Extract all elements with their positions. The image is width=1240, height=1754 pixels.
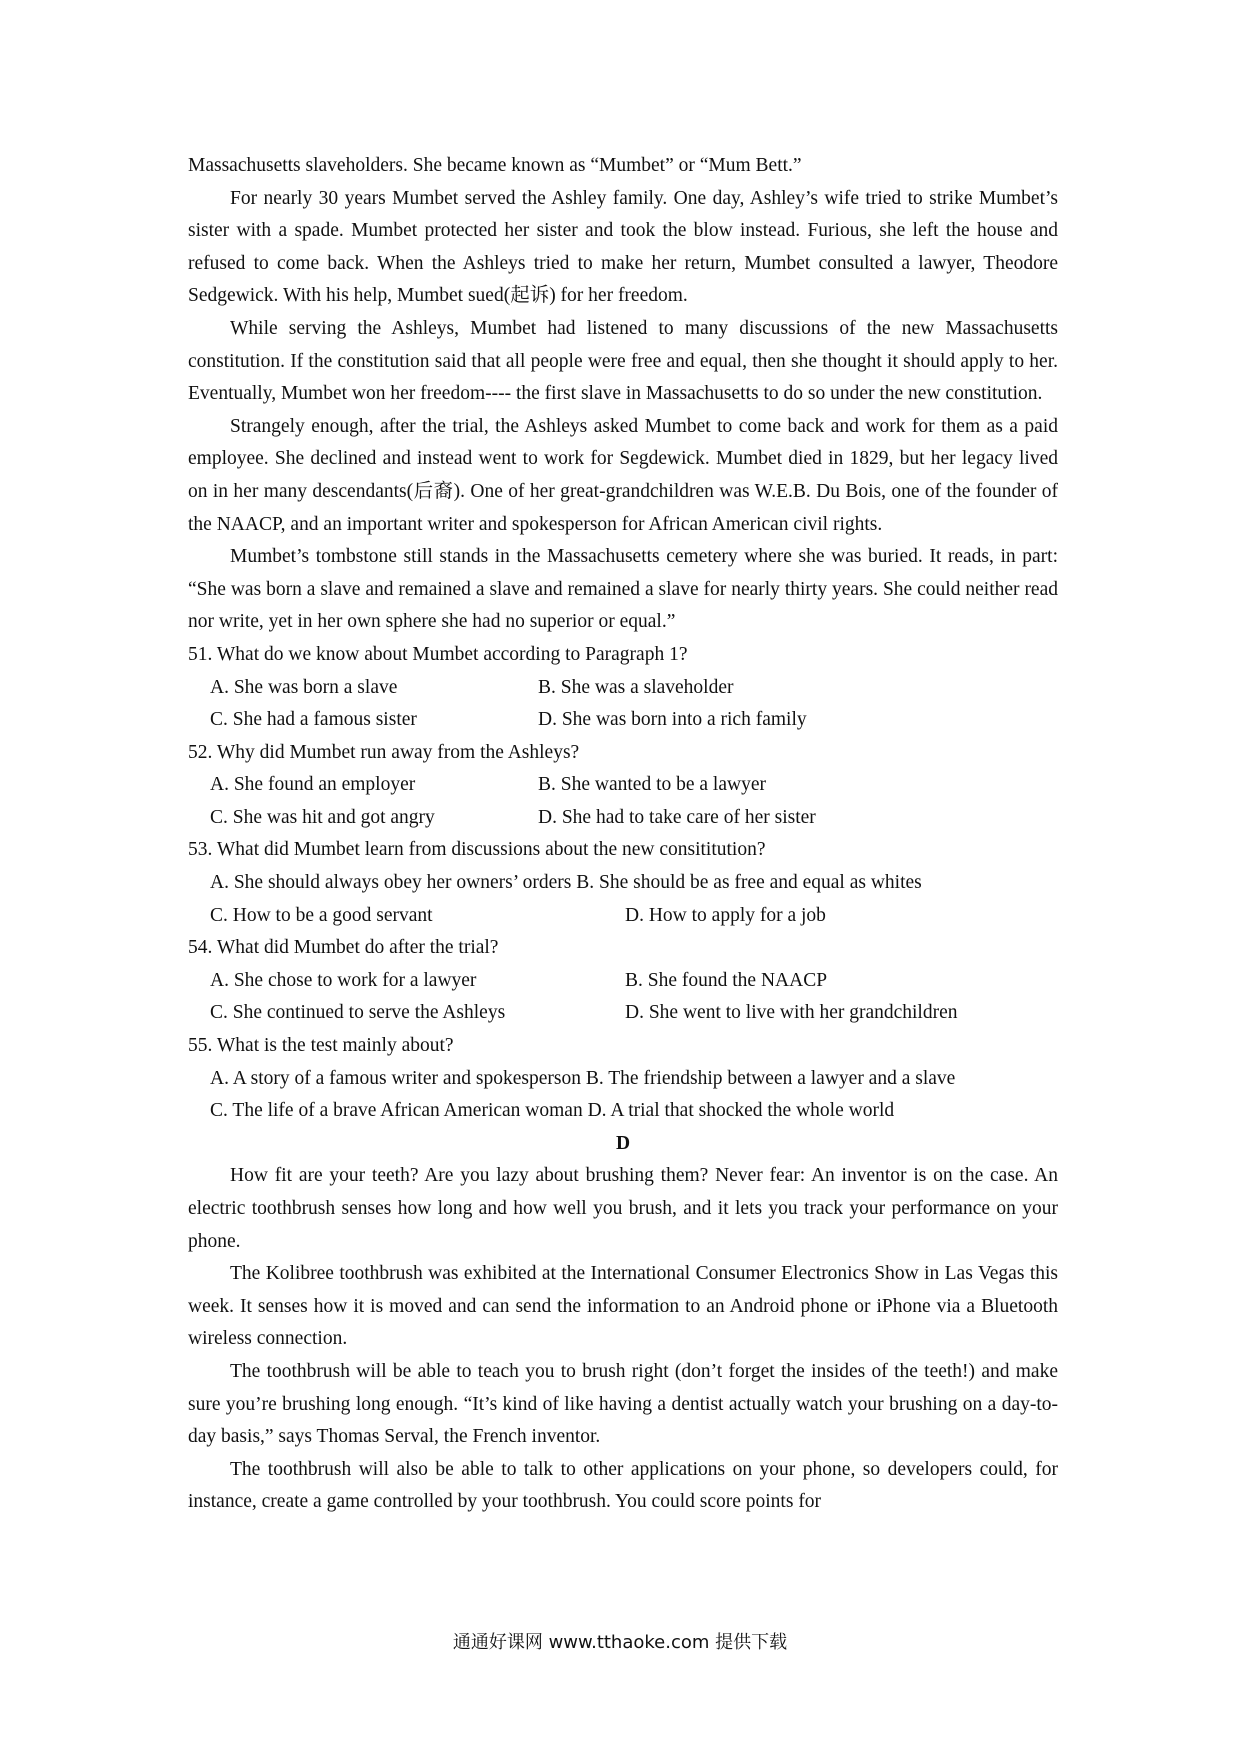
document-body (188, 150, 1058, 1519)
page-footer: 通通好课网 www.tthaoke.com 提供下载 (452, 1632, 788, 1653)
question-stem: 55. What is the test mainly about? (188, 1035, 454, 1057)
options-row (188, 672, 1058, 705)
question-55 (188, 1030, 1058, 1128)
options-row (188, 867, 1058, 900)
option-c-d: C. The life of a brave African American woman D. A trial that shocked the whole world (210, 1100, 895, 1122)
option-d: D. She had to take care of her sister (538, 806, 816, 828)
option-c: C. How to be a good servant (210, 904, 433, 926)
option-a: A. She was born a slave (210, 676, 398, 698)
option-c: C. She had a famous sister (210, 709, 417, 731)
options-row (188, 802, 1058, 835)
option-d: D. How to apply for a job (625, 904, 826, 926)
option-d: D. She was born into a rich family (538, 709, 807, 731)
option-a: A. She found an employer (210, 774, 416, 796)
option-a-b: A. A story of a famous writer and spokesperson B. The friendship between a lawyer and a slave (210, 1067, 956, 1089)
question-52 (188, 737, 1058, 835)
option-c: C. She was hit and got angry (210, 806, 435, 828)
question-54 (188, 932, 1058, 1030)
options-row (188, 997, 1058, 1030)
options-row (188, 769, 1058, 802)
passage-c-paragraph-0: Massachusetts slaveholders. She became known as “Mumbet” or “Mum Bett.” (188, 155, 802, 176)
options-row (188, 1063, 1058, 1096)
option-d: D. She went to live with her grandchildren (625, 1002, 958, 1024)
passage-d-paragraph-3: The toothbrush will be able to teach you to brush right (don’t forget the insides of the teeth!) and make sure you’re brushing long enough. “It’s kind of like having a dentist actually watch your brushing on a day-to-day basis,” says Thomas Serval, the French inventor. (188, 1360, 1058, 1448)
option-b: B. She found the NAACP (625, 969, 828, 991)
question-stem: 53. What did Mumbet learn from discussions about the new consititution? (188, 839, 766, 861)
question-stem: 54. What did Mumbet do after the trial? (188, 937, 499, 959)
passage-d-paragraph-1: How fit are your teeth? Are you lazy about brushing them? Never fear: An inventor is on the case. An electric toothbrush senses how long and how well you brush, and it lets you track your performance on your phone. (188, 1165, 1058, 1252)
options-row (188, 704, 1058, 737)
passage-c-paragraph-3: Strangely enough, after the trial, the Ashleys asked Mumbet to come back and work for them as a paid employee. She declined and instead went to work for Segdewick. Mumbet died in 1829, but her legacy lived on in her many descendants(后裔). One of her great-grandchildren was W.E.B. Du Bois, one of the founder of the NAACP, and an important writer and spokesperson for African American civil rights. (188, 415, 1058, 535)
passage-d-paragraph-2: The Kolibree toothbrush was exhibited at the International Consumer Electronics Show in Las Vegas this week. It senses how it is moved and can send the information to an Android phone or iPhone via a Bluetooth wireless connection. (188, 1263, 1058, 1350)
option-b: B. She wanted to be a lawyer (538, 774, 766, 796)
option-a: A. She chose to work for a lawyer (210, 969, 477, 991)
question-stem: 51. What do we know about Mumbet according to Paragraph 1? (188, 643, 688, 665)
passage-c-paragraph-1: For nearly 30 years Mumbet served the Ashley family. One day, Ashley’s wife tried to strike Mumbet’s sister with a spade. Mumbet protected her sister and took the blow instead. Furious, she left the house and refused to come back. When the Ashleys tried to make her return, Mumbet consulted a lawyer, Theodore Sedgewick. With his help, Mumbet sued(起诉) for her freedom. (188, 187, 1058, 307)
passage-d-paragraph-4: The toothbrush will also be able to talk to other applications on your phone, so developers could, for instance, create a game controlled by your toothbrush. You could score points for (188, 1458, 1058, 1513)
option-a-b: A. She should always obey her owners’ orders B. She should be as free and equal as whites (210, 872, 922, 894)
passage-c-paragraph-4: Mumbet’s tombstone still stands in the Massachusetts cemetery where she was buried. It reads, in part: “She was born a slave and remained a slave and remained a slave for nearly thirty years. She could neither read nor write, yet in her own sphere she had no superior or equal.” (188, 546, 1058, 633)
question-51 (188, 639, 1058, 737)
option-b: B. She was a slaveholder (538, 676, 734, 698)
section-heading-d: D (615, 1132, 631, 1154)
options-row (188, 965, 1058, 998)
options-row (188, 900, 1058, 933)
options-row (188, 1095, 1058, 1128)
option-c: C. She continued to serve the Ashleys (210, 1002, 506, 1024)
question-53 (188, 834, 1058, 932)
question-stem: 52. Why did Mumbet run away from the Ashleys? (188, 741, 580, 763)
passage-c-paragraph-2: While serving the Ashleys, Mumbet had listened to many discussions of the new Massachusetts constitution. If the constitution said that all people were free and equal, then she thought it should apply to her. Eventually, Mumbet won her freedom---- the first slave in Massachusetts to do so under the new constitution. (188, 317, 1058, 405)
